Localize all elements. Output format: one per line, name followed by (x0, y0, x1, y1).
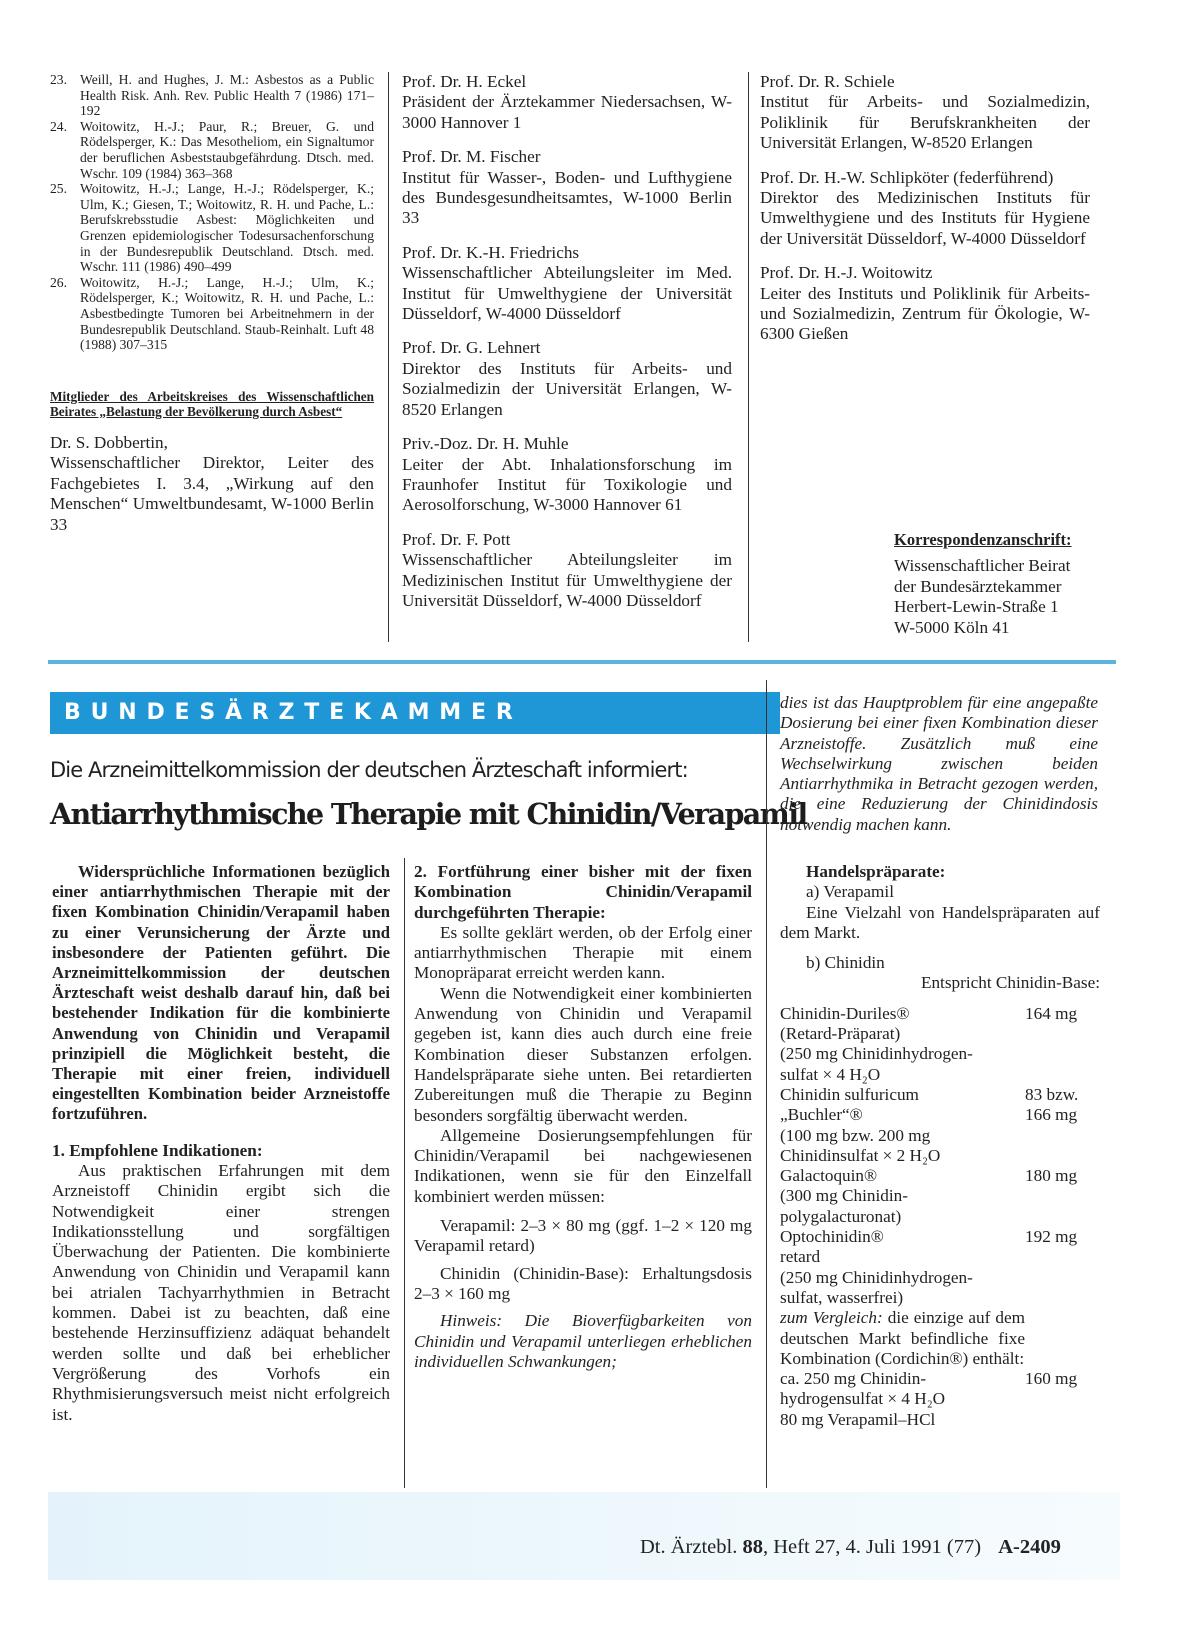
member-entry: Prof. Dr. M. Fischer Institut für Wasser-, Boden- und Lufthygiene des Bundesgesundheitsamtes, W-1000 Berlin 33 (402, 147, 732, 228)
member-entry: Prof. Dr. F. Pott Wissenschaftlicher Abteilungsleiter im Medizinischen Institut für Umwelthygiene der Universität Düsseldorf, W-4000 Düsseldorf (402, 529, 732, 610)
article-column-1 (52, 862, 390, 1425)
trade-b-subheading: Entspricht Chinidin-Base: (920, 973, 1100, 993)
section-2-paragraph: Allgemeine Dosierungsempfehlungen für Chinidin/Verapamil bei nachgewiesenen Indikationen, wenn sie für den Einzelfall kombiniert werden müssen: (414, 1125, 752, 1206)
reference-item: 25. Woitowitz, H.-J.; Lange, H.-J.; Rödelsperger, K.; Ulm, K.; Giesen, T.; Woitowitz, R. H. und Pache, L.: Berufskrebsstudie Asbest: Möglichkeiten und Grenzen epidemiologischer Todesursachenforschung in der Bundesrepublik Deutschland. Dtsch. med. Wschr. 111 (1986) 490–499 (50, 181, 374, 275)
column-divider (404, 858, 405, 1488)
column-divider (748, 72, 749, 642)
section-2-paragraph: Wenn die Notwendigkeit einer kombinierten Anwendung von Chinidin und Verapamil gegeben ist, kann dies auch durch eine freie Kombination dieser Substanzen erfolgen. Handelspräparate siehe unten. Bei retardierten Zubereitungen muß die Therapie zu Beginn besonders sorgfältig überwacht werden. (414, 983, 752, 1125)
drug-table (780, 1004, 1100, 1308)
trade-a-label: a) Verapamil (806, 882, 894, 902)
article-lead: Widersprüchliche Informationen bezüglich einer antiarrhythmischen Therapie mit der fixen Kombination Chinidin/Verapamil haben zu einer Verunsicherung der Ärzte und insbesondere der Patienten geführt. Die Arzneimittelkommission der deutschen Ärzteschaft weist deshalb darauf hin, daß bei bestehender Indikation für die kombinierte Anwendung von Chinidin und Verapamil prinzipiell die Möglichkeit besteht, die Therapie mit einer freien, individuell eingestellten Kombination beider Arzneistoffe fortzuführen. (52, 862, 390, 1124)
article-title: Antiarrhythmische Therapie mit Chinidin/Verapamil (50, 797, 807, 831)
journal-name: Dt. Ärztebl. (640, 1536, 738, 1558)
reference-item: 26. Woitowitz, H.-J.; Lange, H.-J.; Ulm, K.; Rödelsperger, K.; Woitowitz, R. H. und Pache, L.: Asbestbedingte Tumoren bei Arbeitnehmern in der Bundesrepublik Deutschland. Staub-Reinhalt. Luft 48 (1988) 307–315 (50, 274, 374, 353)
member-entry: Priv.-Doz. Dr. H. Muhle Leiter der Abt. Inhalationsforschung im Fraunhofer Institut für Toxikologie und Aerosolforschung, W-3000 Hannover 61 (402, 434, 732, 515)
page-footer (640, 1536, 1061, 1559)
dose-chinidin: Chinidin (Chinidin-Base): Erhaltungsdosis 2–3 × 160 mg (414, 1263, 752, 1303)
member-entry: Prof. Dr. R. Schiele Institut für Arbeits- und Sozialmedizin, Poliklinik für Berufskrankheiten der Universität Erlangen, W-8520 Erlangen (760, 72, 1090, 153)
members-column-2 (402, 72, 732, 611)
section-banner: BUNDESÄRZTEKAMMER (50, 692, 780, 734)
members-heading: Mitglieder des Arbeitskreises des Wissenschaftlichen Beirates „Belastung der Bevölkerung durch Asbest“ (50, 388, 374, 419)
dose-verapamil: Verapamil: 2–3 × 80 mg (ggf. 1–2 × 120 mg Verapamil retard) (414, 1216, 752, 1256)
column-divider (388, 72, 389, 642)
column-divider (766, 680, 767, 1488)
section-1-heading: 1. Empfohlene Indikationen: (52, 1140, 263, 1160)
article-column-3 (780, 862, 1100, 1430)
correspondence-heading: Korrespondenzanschrift: (894, 530, 1072, 549)
section-rule (48, 660, 1116, 664)
article-subtitle: Die Arzneimittelkommission der deutschen Ärzteschaft informiert: (50, 758, 688, 782)
drug-row: Galactoquin® (300 mg Chinidin- polygalacturonat) 180 mg (780, 1166, 1078, 1226)
comparison-row: ca. 250 mg Chinidin- hydrogensulfat × 4 H₂O 160 mg (780, 1369, 1078, 1409)
correspondence-address: Wissenschaftlicher Beirat der Bundesärztekammer Herbert-Lewin-Straße 1 W-5000 Köln 41 (894, 556, 1071, 637)
reference-item: 24. Woitowitz, H.-J.; Paur, R.; Breuer, G. und Rödelsperger, K.: Das Mesotheliom, ein Signaltumor der beruflichen Asbeststaubgefährdung. Dtsch. med. Wschr. 109 (1984) 363–368 (50, 118, 374, 181)
correspondence-block (894, 530, 1094, 638)
section-2-paragraph: Es sollte geklärt werden, ob der Erfolg einer antiarrhythmischen Therapie mit einem Monopräparat erreicht werden kann. (414, 922, 752, 983)
members-column-3 (760, 72, 1090, 345)
reference-item: 23. Weill, H. and Hughes, J. M.: Asbestos as a Public Health Risk. Anh. Rev. Public Health 7 (1986) 171–192 (50, 72, 374, 119)
section-2-heading: 2. Fortführung einer bisher mit der fixen Kombination Chinidin/Verapamil durchgeführten Therapie: (414, 862, 752, 922)
drug-row: Chinidin sulfuricum „Buchler“® (100 mg bzw. 200 mg Chinidinsulfat × 2 H₂O 83 bzw. 166 mg (780, 1084, 1079, 1165)
section-1-text: Aus praktischen Erfahrungen mit dem Arzneistoff Chinidin ergibt sich die Notwendigkeit einer strengen Indikationsstellung und sorgfältigen Überwachung der Patienten. Die kombinierte Anwendung von Chinidin und Verapamil kann bei atrialen Tachyarrhythmien in Betracht kommen. Dabei ist zu beachten, daß eine bestehende Herzinsuffizienz adäquat behandelt werden sollte und daß bei erheblicher Vergrößerung des Vorhofs ein Rhythmisierungsversuch meist nicht erfolgreich ist. (52, 1160, 390, 1424)
dosage-note: Hinweis: Die Bioverfügbarkeiten von Chinidin und Verapamil unterliegen erheblichen individuellen Schwankungen; (414, 1311, 752, 1371)
member-entry: Prof. Dr. H.-J. Woitowitz Leiter des Instituts und Poliklinik für Arbeits- und Sozialmedizin, Zentrum für Ökologie, W-6300 Gießen (760, 263, 1090, 344)
drug-row: Optochinidin® retard (250 mg Chinidinhydrogen- sulfat, wasserfrei) 192 mg (780, 1227, 1078, 1307)
trade-heading: Handelspräparate: (806, 862, 946, 881)
comparison-row: 80 mg Verapamil–HCl (780, 1409, 936, 1429)
member-entry: Prof. Dr. G. Lehnert Direktor des Instituts für Arbeits- und Sozialmedizin der Universität Erlangen, W-8520 Erlangen (402, 338, 732, 419)
page-number: A-2409 (998, 1536, 1061, 1558)
reference-list (50, 72, 374, 535)
trade-a-text: Eine Vielzahl von Handelspräparaten auf dem Markt. (780, 902, 1100, 942)
intro-continued: dies ist das Hauptproblem für eine angepaßte Dosierung bei einer fixen Kombination dieser Arzneistoffe. Zusätzlich muß eine Wechselwirkung zwischen beiden Antiarrhythmika in Betracht gezogen werden, die eine Reduzierung der Chinidindosis notwendig machen kann. (780, 693, 1098, 834)
article-column-2 (414, 862, 752, 1372)
member-entry: Prof. Dr. H. Eckel Präsident der Ärztekammer Niedersachsen, W-3000 Hannover 1 (402, 72, 732, 132)
member-entry: Prof. Dr. K.-H. Friedrichs Wissenschaftlicher Abteilungsleiter im Med. Institut für Umwelthygiene der Universität Düsseldorf, W-4000 Düsseldorf (402, 242, 732, 324)
drug-row: Chinidin-Duriles® (Retard-Präparat) (250 mg Chinidinhydrogen- sulfat × 4 H₂O 164 mg (780, 1003, 1078, 1084)
trade-b-label: b) Chinidin (806, 953, 885, 973)
issue-date: , Heft 27, 4. Juli 1991 (77) (762, 1536, 982, 1558)
volume-number: 88 (742, 1536, 763, 1558)
member-entry: Prof. Dr. H.-W. Schlipköter (federführend) Direktor des Medizinischen Instituts für Umwelthygiene und des Instituts für Hygiene der Universität Düsseldorf, W-4000 Düsseldorf (760, 167, 1090, 248)
comparison-text: zum Vergleich: die einzige auf dem deutschen Markt befindliche fixe Kombination (Cordichin®) enthält: (780, 1308, 1025, 1368)
member-entry: Dr. S. Dobbertin, Wissenschaftlicher Direktor, Leiter des Fachgebietes I. 3.4, „Wirkung auf den Menschen“ Umweltbundesamt, W-1000 Berlin 33 (50, 432, 374, 534)
